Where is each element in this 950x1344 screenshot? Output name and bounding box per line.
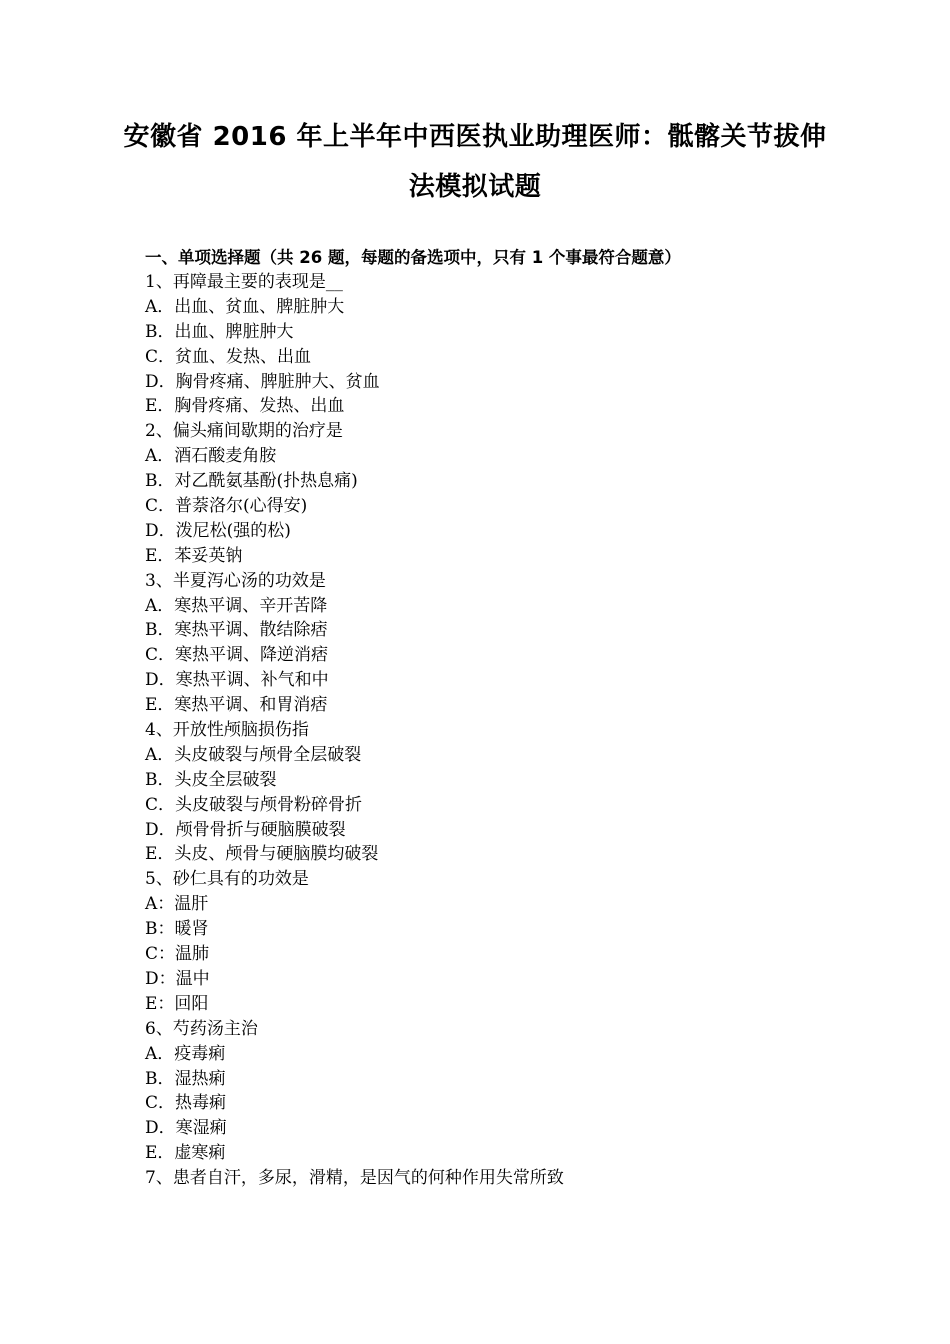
option-e: E．头皮、颅骨与硬脑膜均破裂 bbox=[145, 844, 379, 865]
option-b: B．头皮全层破裂 bbox=[145, 769, 277, 790]
option-c: C．热毒痢 bbox=[145, 1093, 227, 1114]
question-stem: 7、患者自汗，多尿，滑精，是因气的何种作用失常所致 bbox=[145, 1168, 564, 1189]
option-b: B．寒热平调、散结除痞 bbox=[145, 620, 328, 641]
option-a: A．头皮破裂与颅骨全层破裂 bbox=[145, 744, 362, 765]
option-b: B．对乙酰氨基酚(扑热息痛) bbox=[145, 471, 358, 492]
question-stem: 6、芍药汤主治 bbox=[145, 1018, 258, 1039]
question-stem: 4、开放性颅脑损伤指 bbox=[145, 720, 309, 741]
question-6 bbox=[145, 1017, 845, 1166]
option-e: E．寒热平调、和胃消痞 bbox=[145, 695, 328, 716]
option-d: D．泼尼松(强的松) bbox=[145, 520, 291, 541]
question-stem: 5、砂仁具有的功效是 bbox=[145, 869, 309, 890]
section-heading: 一、单项选择题（共 26 题，每题的备选项中，只有 1 个事最符合题意） bbox=[145, 248, 681, 267]
question-stem: 2、偏头痛间歇期的治疗是 bbox=[145, 421, 343, 442]
option-a: A．疫毒痢 bbox=[145, 1043, 226, 1064]
question-stem: 1、再障最主要的表现是__ bbox=[145, 272, 343, 292]
question-5 bbox=[145, 867, 845, 1016]
option-e: E．苯妥英钠 bbox=[145, 545, 243, 566]
option-c: C．寒热平调、降逆消痞 bbox=[145, 645, 329, 666]
option-e: E：回阳 bbox=[145, 993, 209, 1014]
option-c: C．头皮破裂与颅骨粉碎骨折 bbox=[145, 794, 363, 815]
option-b: B．湿热痢 bbox=[145, 1068, 226, 1089]
option-a: A．酒石酸麦角胺 bbox=[145, 446, 277, 467]
question-2 bbox=[145, 419, 845, 568]
document-title-line-1: 安徽省 2016 年上半年中西医执业助理医师：骶髂关节拔伸 bbox=[123, 122, 827, 152]
document-title-line-2: 法模拟试题 bbox=[408, 172, 542, 202]
option-b: B．出血、脾脏肿大 bbox=[145, 321, 294, 342]
option-c: C．普萘洛尔(心得安) bbox=[145, 496, 308, 517]
option-d: D：温中 bbox=[145, 968, 210, 989]
document-body bbox=[145, 245, 845, 1191]
question-1 bbox=[145, 270, 845, 419]
option-c: C：温肺 bbox=[145, 944, 210, 965]
option-d: D．颅骨骨折与硬脑膜破裂 bbox=[145, 819, 346, 840]
question-4 bbox=[145, 718, 845, 867]
option-e: E．胸骨疼痛、发热、出血 bbox=[145, 396, 345, 417]
question-stem: 3、半夏泻心汤的功效是 bbox=[145, 570, 326, 591]
option-b: B：暖肾 bbox=[145, 919, 209, 940]
option-e: E．虚寒痢 bbox=[145, 1143, 226, 1164]
option-a: A．出血、贫血、脾脏肿大 bbox=[145, 296, 345, 317]
option-d: D．寒湿痢 bbox=[145, 1118, 227, 1139]
option-c: C．贫血、发热、出血 bbox=[145, 346, 312, 367]
question-7 bbox=[145, 1166, 845, 1191]
option-a: A．寒热平调、辛开苦降 bbox=[145, 595, 328, 616]
option-d: D．寒热平调、补气和中 bbox=[145, 670, 329, 691]
option-d: D．胸骨疼痛、脾脏肿大、贫血 bbox=[145, 371, 380, 392]
question-3 bbox=[145, 569, 845, 718]
option-a: A：温肝 bbox=[145, 894, 209, 915]
